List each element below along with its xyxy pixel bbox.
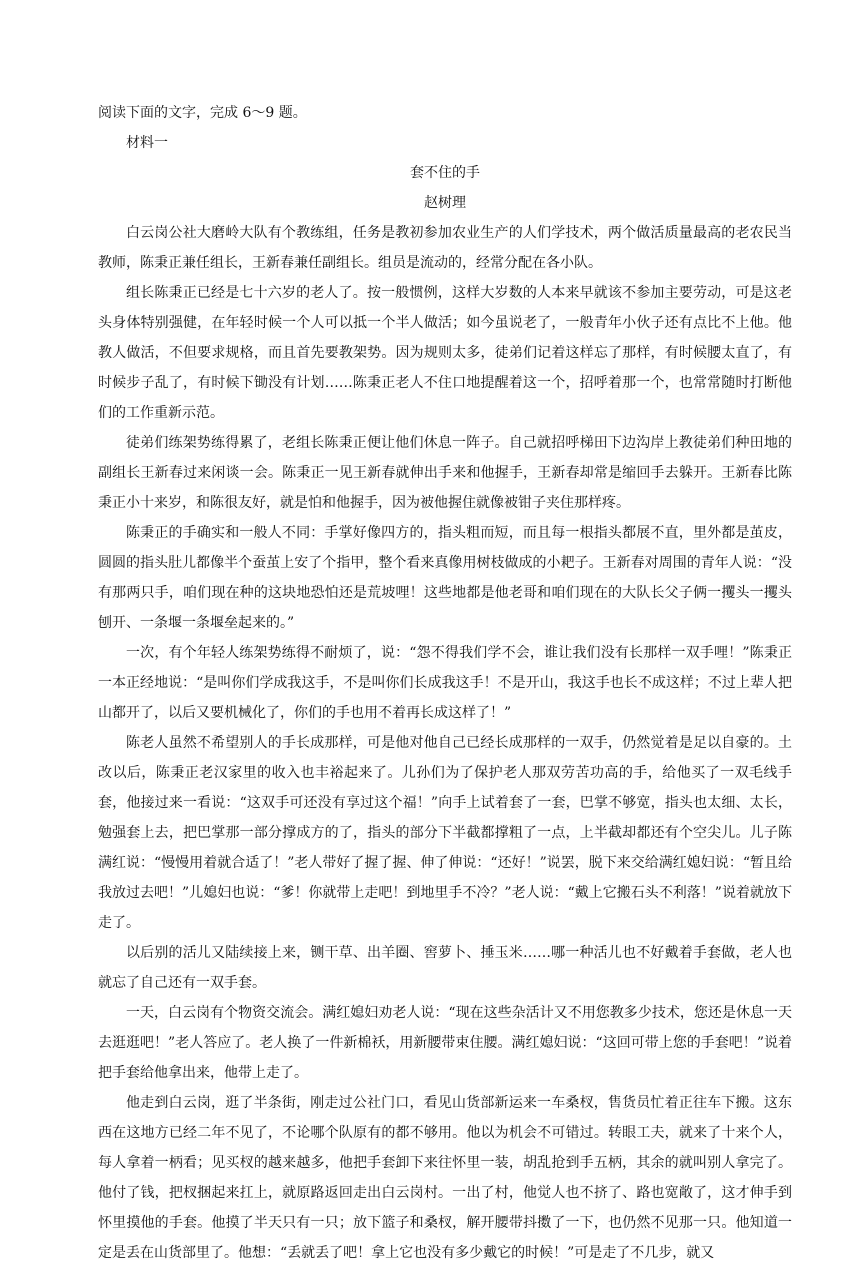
- paragraph: 白云岗公社大磨岭大队有个教练组，任务是教初参加农业生产的人们学技术，两个做活质量最高的老农民当教师，陈秉正兼任组长，王新春兼任副组长。组员是流动的，经常分配在各小队。: [98, 225, 792, 271]
- paragraph: 组长陈秉正已经是七十六岁的老人了。按一般惯例，这样大岁数的人本来早就该不参加主要劳动，可是这老头身体特别强健，在年轻时候一个人可以抵一个半人做活；如今虽说老了，一般青年小伙子还有点比不上他。他教人做活，不但要求规格，而且首先要教架势。因为规则太多，徒弟们记着这样忘了那样，有时候腰太直了，有时候步子乱了，有时候下锄没有计划……陈秉正老人不住口地提醒着这一个，招呼着那一个，也常常随时打断他们的工作重新示范。: [98, 285, 792, 421]
- paragraph: 一次，有个年轻人练架势练得不耐烦了，说：“怨不得我们学不会，谁让我们没有长那样一双手哩！”陈秉正一本正经地说：“是叫你们学成我这手，不是叫你们长成我这手！不是开山，我这手也长不成这样；不过上辈人把山都开了，以后又要机械化了，你们的手也用不着再长成这样了！”: [98, 645, 792, 721]
- paragraph: 一天，白云岗有个物资交流会。满红媳妇劝老人说：“现在这些杂活计又不用您教多少技术，您还是休息一天去逛逛吧！”老人答应了。老人换了一件新棉袄，用新腰带束住腰。满红媳妇说：“这回可带上您的手套吧！”说着把手套给他拿出来，他带上走了。: [98, 1005, 792, 1081]
- paragraph: 陈秉正的手确实和一般人不同：手掌好像四方的，指头粗而短，而且每一根指头都展不直，里外都是茧皮，圆圆的指头肚儿都像半个蚕茧上安了个指甲，整个看来真像用树枝做成的小耙子。王新春对周围的青年人说：“没有那两只手，咱们现在种的这块地恐怕还是荒坡哩！这些地都是他老哥和咱们现在的大队长父子俩一攫头一攫头刨开、一条堰一条堰垒起来的。”: [98, 525, 792, 631]
- paragraph: 徒弟们练架势练得累了，老组长陈秉正便让他们休息一阵子。自己就招呼梯田下边沟岸上教徒弟们种田地的副组长王新春过来闲谈一会。陈秉正一见王新春就伸出手来和他握手，王新春却常是缩回手去躲开。王新春比陈秉正小十来岁，和陈很友好，就是怕和他握手，因为被他握住就像被钳子夹住那样疼。: [98, 435, 792, 511]
- paragraph: 以后别的活儿又陆续接上来，铡干草、出羊圈、窖萝卜、捶玉米……哪一种活儿也不好戴着手套做，老人也就忘了自己还有一双手套。: [98, 945, 792, 991]
- paragraph: 陈老人虽然不希望别人的手长成那样，可是他对他自己已经长成那样的一双手，仍然觉着是足以自豪的。土改以后，陈秉正老汉家里的收入也丰裕起来了。儿孙们为了保护老人那双劳苦功高的手，给他买了一双毛线手套，他接过来一看说：“这双手可还没有享过这个福！”向手上试着套了一套，巴掌不够宽，指头也太细、太长，勉强套上去，把巴掌那一部分撑成方的了，指头的部分下半截都撑粗了一点，上半截却都还有个空尖儿。儿子陈满红说：“慢慢用着就合适了！”老人带好了握了握、伸了伸说：“还好！”说罢，脱下来交给满红媳妇说：“暂且给我放过去吧！”儿媳妇也说：“爹！你就带上走吧！到地里手不冷？”老人说：“戴上它搬石头不利落！”说着就放下走了。: [98, 735, 792, 931]
- material-label: 材料一: [126, 135, 168, 151]
- reading-instruction: 阅读下面的文字，完成 6～9 题。: [98, 105, 307, 121]
- article-author: 赵树理: [424, 195, 466, 211]
- article-title: 套不住的手: [410, 165, 480, 181]
- paragraph: 他走到白云岗，逛了半条街，刚走过公社门口，看见山货部新运来一车桑杈，售货员忙着正往车下搬。这东西在这地方已经二年不见了，不论哪个队原有的都不够用。他以为机会不可错过。转眼工夫，就来了十来个人，每人拿着一柄看；见买杈的越来越多，他把手套卸下来往怀里一装，胡乱抢到手五柄，其余的就叫别人拿完了。他付了钱，把杈捆起来扛上，就原路返回走出白云岗村。一出了村，他觉人也不挤了、路也宽敞了，这才伸手到怀里摸他的手套。他摸了半天只有一只；放下篮子和桑杈，解开腰带抖擞了一下，也仍然不见那一只。他知道一定是丢在山货部里了。他想：“丢就丢了吧！拿上它也没有多少戴它的时候！”可是走了不几步，就又: [98, 1095, 792, 1261]
- document-body: [98, 98, 792, 1268]
